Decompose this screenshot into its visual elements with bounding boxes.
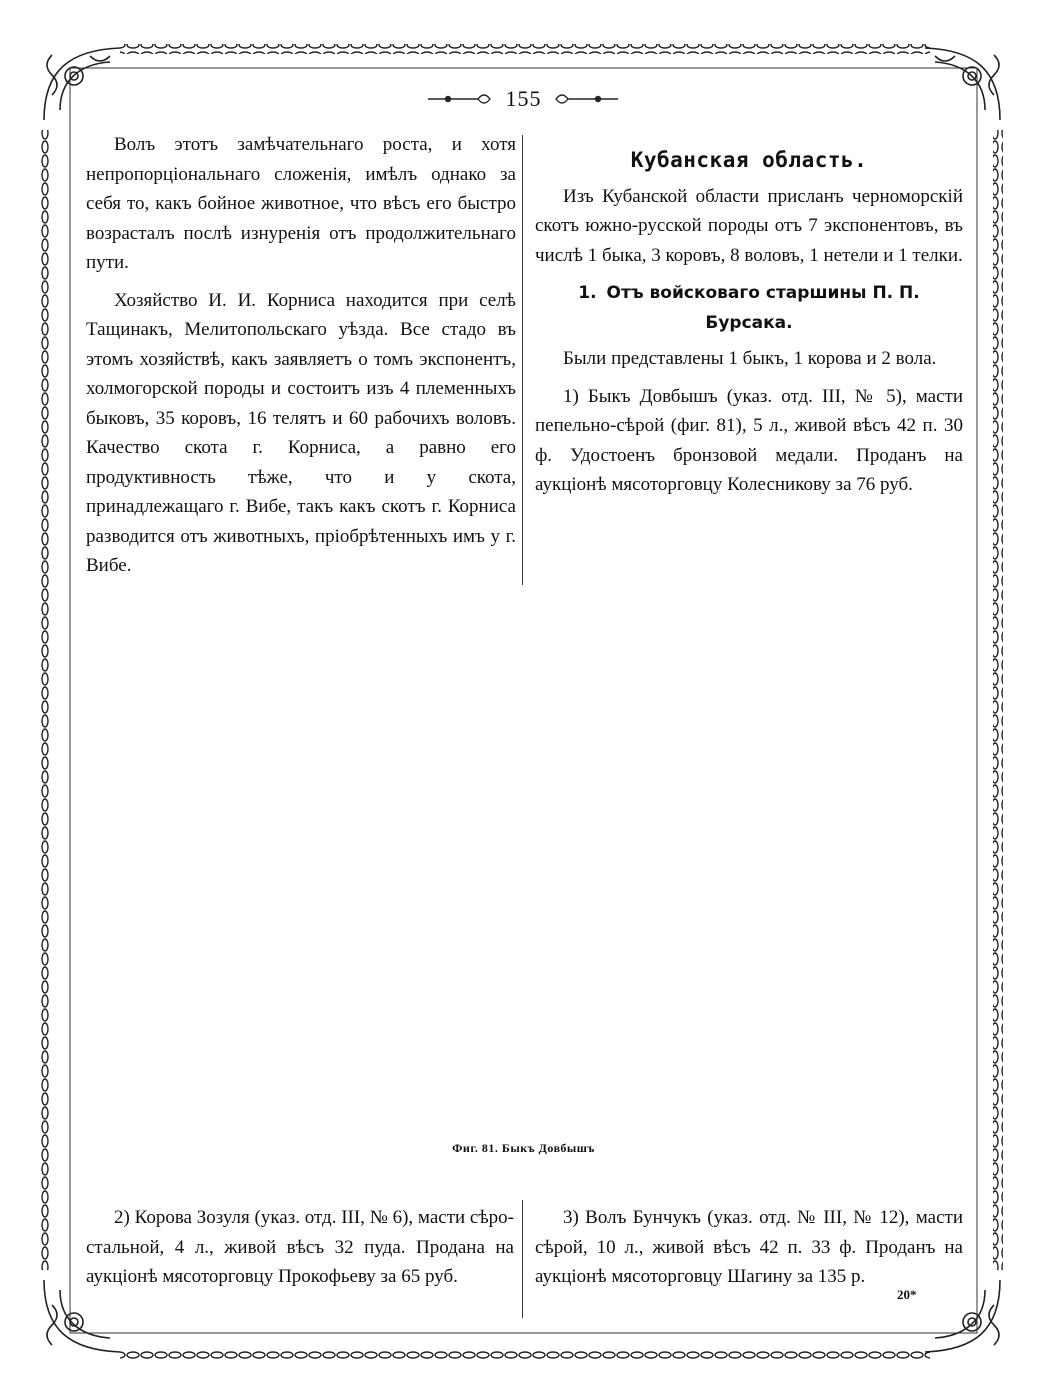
paragraph: Изъ Кубанской области присланъ черноморскій скотъ южно-русской породы отъ 7 экспонентовъ, въ числѣ 1 быка, 3 коровъ, 8 воловъ, 1 нетели и 1 телки. xyxy=(535,185,963,266)
subsection-title: Отъ войсковаго старшины П. П. Бурсака. xyxy=(606,283,920,333)
paragraph: Хозяйство И. И. Корниса находится при селѣ Тащинакъ, Мелитопольскаго уѣзда. Все стадо въ этомъ хозяйствѣ, какъ заявляетъ о томъ экспонентъ, холмогорской породы и состоитъ изъ 4 племенныхъ быковъ, 35 коровъ, 16 телятъ и 60 рабочихъ воловъ. Качество скота г. Корниса, а равно его продуктивность тѣже, что и у скота, принадлежащаго г. Вибе, такъ какъ скотъ г. Корниса разводится отъ животныхъ, пріобрѣтенныхъ имъ у г. Вибе. xyxy=(86,289,516,576)
column-divider-bottom xyxy=(522,1200,523,1318)
paragraph: 3) Волъ Бунчукъ (указ. отд. № III, № 12), масти сѣрой, 10 л., живой вѣсъ 42 п. 33 ф. Проданъ на аукціонѣ мясоторговцу Шагину за 135 р. xyxy=(535,1207,963,1287)
signature-mark: 20* xyxy=(897,1287,917,1302)
bottom-left-column xyxy=(86,1203,514,1300)
subsection-heading xyxy=(535,278,963,338)
bottom-right-column xyxy=(535,1203,963,1300)
paragraph: 1) Быкъ Довбышъ (указ. отд. III, № 5), масти пепельно-сѣрой (фиг. 81), 5 л., живой вѣсъ 42 п. 30 ф. Удостоенъ бронзовой медали. Проданъ на аукціонѣ мясоторговцу Колесникову за 76 руб. xyxy=(535,385,963,495)
figure-caption: Фиг. 81. Быкъ Довбышъ xyxy=(452,1141,595,1155)
paragraph: Были представлены 1 быкъ, 1 корова и 2 вола. xyxy=(563,348,937,369)
subsection-number: 1. xyxy=(578,283,597,303)
column-divider-top xyxy=(522,135,523,585)
right-column xyxy=(535,146,963,508)
paragraph: 2) Корова Зозуля (указ. отд. III, № 6), масти сѣро-стальной, 4 л., живой вѣсъ 32 пуда. Продана на аукціонѣ мясоторговцу Прокофьеву за 65 руб. xyxy=(86,1207,514,1287)
paragraph: Волъ этотъ замѣчательнаго роста, и хотя непропорціональнаго сложенія, имѣлъ однако за себя то, какъ бойное животное, что вѣсъ его быстро возрасталъ послѣ изнуренія отъ продолжительнаго пути. xyxy=(86,134,516,273)
page-number: 155 xyxy=(505,86,542,111)
left-column xyxy=(86,130,516,589)
figure-placeholder xyxy=(86,595,963,1125)
section-heading: Кубанская область. xyxy=(630,148,868,172)
